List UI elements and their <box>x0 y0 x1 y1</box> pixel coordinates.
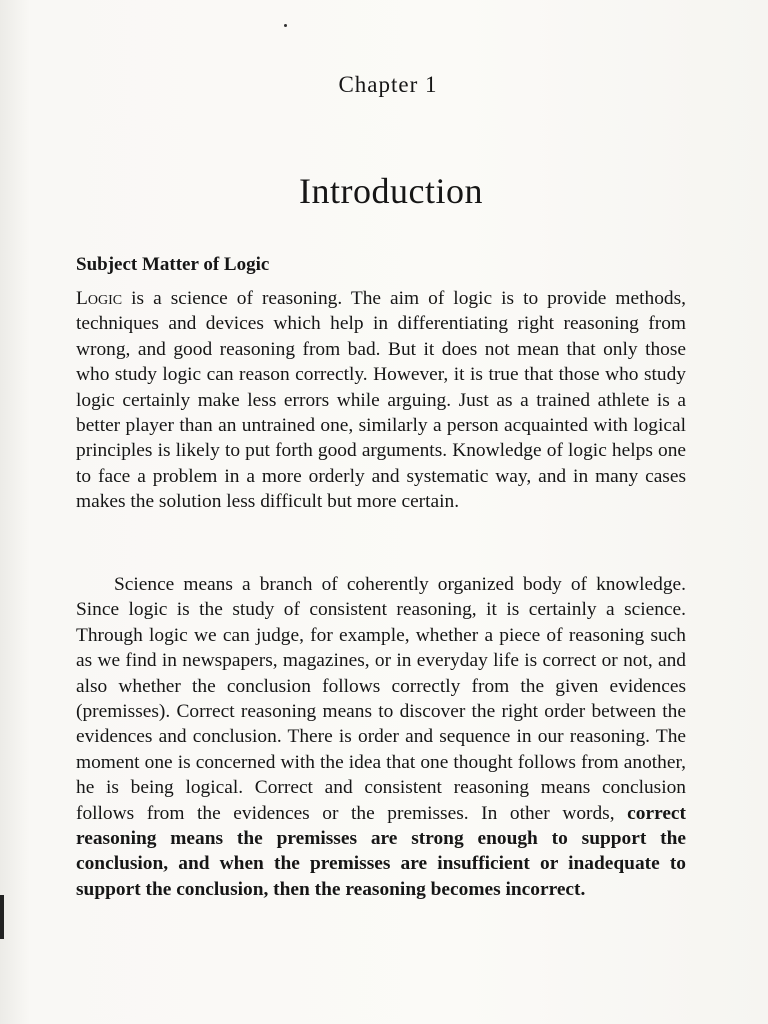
section-heading: Subject Matter of Logic <box>76 254 270 275</box>
ink-dot <box>284 24 287 27</box>
paragraph-2-text: Science means a branch of coherently organized body of knowledge. Since logic is the study of consistent reasoning, it is certainly a science. Through logic we can judge, for example, whether a piece of reasoning such as we find in newspapers, magazines, or in everyday life is correct or not, and also whether the conclusion follows correctly from the given evidences (premisses). Correct reasoning means to discover the right order between the evidences and conclusion. There is order and sequence in our reasoning. The moment one is concerned with the idea that one thought follows from another, he is being logical. Correct and consistent reasoning means conclusion follows from the evidences or the premisses. In other words, <box>76 574 686 824</box>
paragraph-1-lead: Logic <box>76 288 123 309</box>
chapter-title: Introduction <box>299 171 483 211</box>
paragraph-1-text: is a science of reasoning. The aim of logic is to provide methods, techniques and devices which help in differentiating right reasoning from wrong, and good reasoning from bad. But it does not mean that only those who study logic can reason correctly. However, it is true that those who study logic certainly make less errors while arguing. Just as a trained athlete is a better player than an untrained one, similarly a person acquainted with logical principles is likely to put forth good arguments. Knowledge of logic helps one to face a problem in a more orderly and systematic way, and in many cases makes the solution less difficult but more certain. <box>76 288 686 513</box>
chapter-label: Chapter 1 <box>338 72 438 97</box>
paragraph-2 <box>76 572 686 902</box>
paragraph-2-emphasis: correct reasoning means the premisses are strong enough to support the conclusion, and when the premisses are insufficient or inadequate to support the conclusion, then the reasoning becomes incorrect. <box>76 802 686 900</box>
binding-mark <box>0 895 4 939</box>
paragraph-1 <box>76 286 686 515</box>
